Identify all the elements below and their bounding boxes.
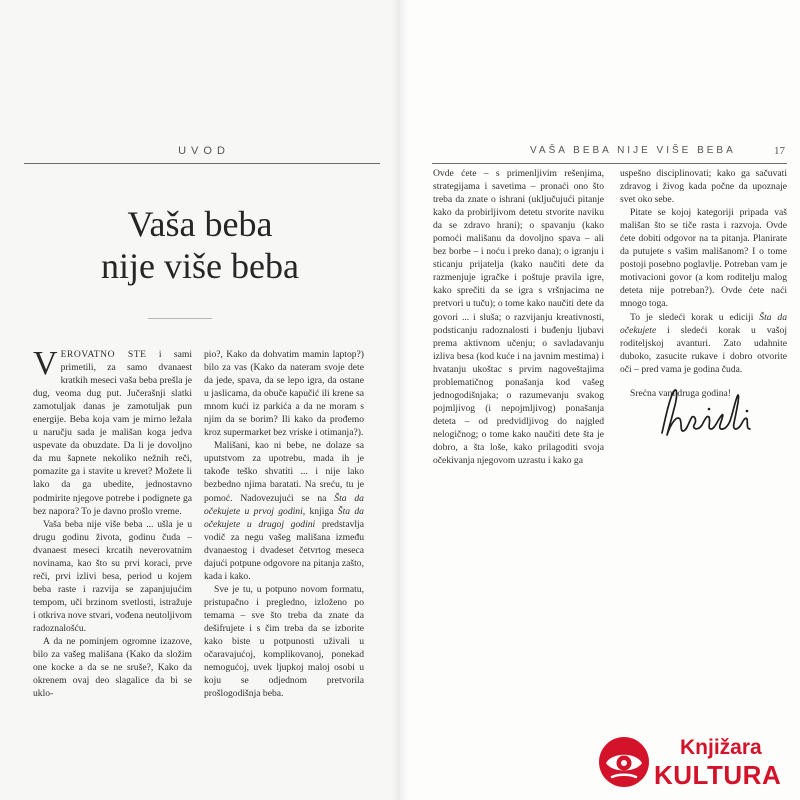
running-head-right [432, 145, 787, 164]
text-run: i sledeći korak u vašoj roditeljskoj avanturi. Zato udahnite duboko, zasucite rukave i dobro otvorite oči – pred vama je godina čuda. [620, 324, 787, 375]
right-column-1 [433, 167, 604, 467]
right-column-2 [620, 167, 787, 400]
bookstore-logo [598, 732, 798, 790]
paragraph: Ovde ćete – s primenljivim rešenjima, strategijama i savetima – pronaći ono što treba da znate o ishrani (uključujući pitanje kako da probirljivom detetu stvorite naviku da se zdravo hrani); o spavanju (kako pomoći mališanu da dovoljno spava – ali bez borbe – i noću i preko dana); o igranju i sticanju prijatelja (kako naučiti dete da razmenjuje igračke i poštuje pravila igre, kako sprečiti da se igra s vršnjacima ne pretvori u tuču); o tome kako naučiti dete da govori ... i sluša; o razvijanju kreativnosti, podsticanju radoznalosti i buđenju ljubavi prema aktivnom učenju; o savladavanju izliva besa (kod kuće i na javnim mestima) i hvatanju ukoštac s prvim nagoveštajima problematičnog ponašanja kod vašeg jednogodišnjaka; o razumevanju svakog pojmljivog (i nepojmljivog) ponašanja deteta – od predvidljivog do najgled nelogičnog; o tome kako naučiti dete šta je dobro, a šta loše, kako prilagoditi svoja očekivanja njegovom uzrastu i kako ga [433, 168, 604, 467]
text-run: Mališani, kao ni bebe, ne dolaze sa uputstvom za upotrebu, mada ih je takođe teško shvatiti ... i nije lako bezbedno njima baratati. Na sreću, tu je pomoć. Nadovezujući se na [204, 440, 364, 504]
intro-paragraph [33, 345, 192, 518]
page-number: 17 [774, 145, 785, 157]
title-divider [148, 318, 212, 319]
paragraph [204, 439, 364, 583]
logo-text-bottom: KULTURA [654, 760, 782, 790]
running-head-left-text: UVOD [178, 145, 230, 157]
logo-text-top: Knjižara [680, 736, 762, 759]
book-eye-icon [598, 736, 650, 788]
running-head-left [24, 145, 380, 164]
intro-text: i sami primetili, za samo dvanaest kratkih meseci vaša beba prešla je dug, veoma dug put. Jučerašnji slatki zamotuljak danas je zamotuljak pun energije. Beba koja vam je mirno ležala u naručju sada je mališan koga jedva uspevate da obuzdate. Da li je dovoljno da mu šapnete nekoliko nežnih reči, pomazite ga i stavite u krevet? Možete li lako da ga ubedite, jednostavno podmirite njegove potrebe i podignete ga bez napora? To je davno prošlo vreme. [33, 349, 192, 517]
intro-lead: EROVATNO STE [60, 349, 147, 360]
book-title: Šta da očekujete u prvoj godini [204, 492, 364, 517]
paragraph: uspešno disciplinovati; kako ga sačuvati zdravog i živog kada počne da upoznaje svet oko sebe. [620, 168, 787, 206]
paragraph: Vaša beba nije više beba ... ušla je u drugu godinu života, godinu čuda – dvanaest meseci krcatih neverovatnim novinama, kao što su prvi koraci, prve reči, prvi izlivi besa, period u kojem beba raste i razvija se zapanjujućim tempom, uči brzinom svetlosti, istražuje i otkriva nove stvari, vođena neutoljivom radoznalošću. [33, 518, 192, 634]
paragraph: A da ne pominjem ogromne izazove, bilo za vašeg mališana (Kako da složim one kocke a da se ne sruše?, Kako da okrenem ovaj deo slagalice da bi se uklo- [33, 636, 192, 700]
paragraph: pio?, Kako da dohvatim mamin laptop?) bilo za vas (Kako da nateram svoje dete da jede, spava, da se lepo igra, da ostane u jaslicama, da obuče kapučić ili krene sa mnom kući iz parkića a da ne moram s njim da se borim? Ili kako da prođemo kroz supermarket bez vriske i otimanja?). [204, 349, 364, 439]
text-run: To je sledeći korak u ediciji [630, 311, 760, 323]
book-gutter [392, 0, 408, 800]
text-run: , knjiga [302, 505, 338, 517]
signature-image [652, 385, 762, 445]
drop-cap: V [33, 345, 58, 382]
left-column-1 [33, 345, 192, 700]
running-head-right-text: VAŠA BEBA NIJE VIŠE BEBA [530, 145, 736, 156]
text-run: predstavlja vodič za negu vašeg mališana između dvanaestog i dvadeset četvrtog meseca dajući potpune odgovore na pitanja zašto, kada i kako. [204, 518, 364, 582]
paragraph: Sve je tu, u potpuno novom formatu, pristupačno i pregledno, izloženo po temama – sve što treba da znate da dešifrujete i s čim treba da se izborite kako biste u potpunosti uživali u očaravajućoj, komplikovanoj, ponekad nemogućoj, uvek ljupkoj maloj osobi u koju se odjednom pretvorila prošlogodišnja beba. [204, 583, 364, 700]
paragraph: Pitate se kojoj kategoriji pripada vaš mališan što se tiče rasta i razvoja. Ovde ćete dobiti odgovor na ta pitanja. Planirate da putujete s vašim mališanom? I o tome postoji posebno poglavlje. Potreban vam je motivacioni govor (a kom roditelju malog deteta nije potreban?). Ovde ćete naći mnogo toga. [620, 207, 787, 310]
chapter-title-line2: nije više beba [101, 246, 299, 286]
chapter-title [40, 203, 360, 287]
book-title: Šta da očekujete [620, 311, 787, 336]
left-column-2 [204, 348, 364, 700]
paragraph [620, 311, 787, 376]
book-title: Šta da očekujete u drugoj godini [204, 505, 364, 530]
closing-line: Srećna vam druga godina! [630, 387, 731, 399]
chapter-title-line1: Vaša beba [127, 204, 273, 244]
